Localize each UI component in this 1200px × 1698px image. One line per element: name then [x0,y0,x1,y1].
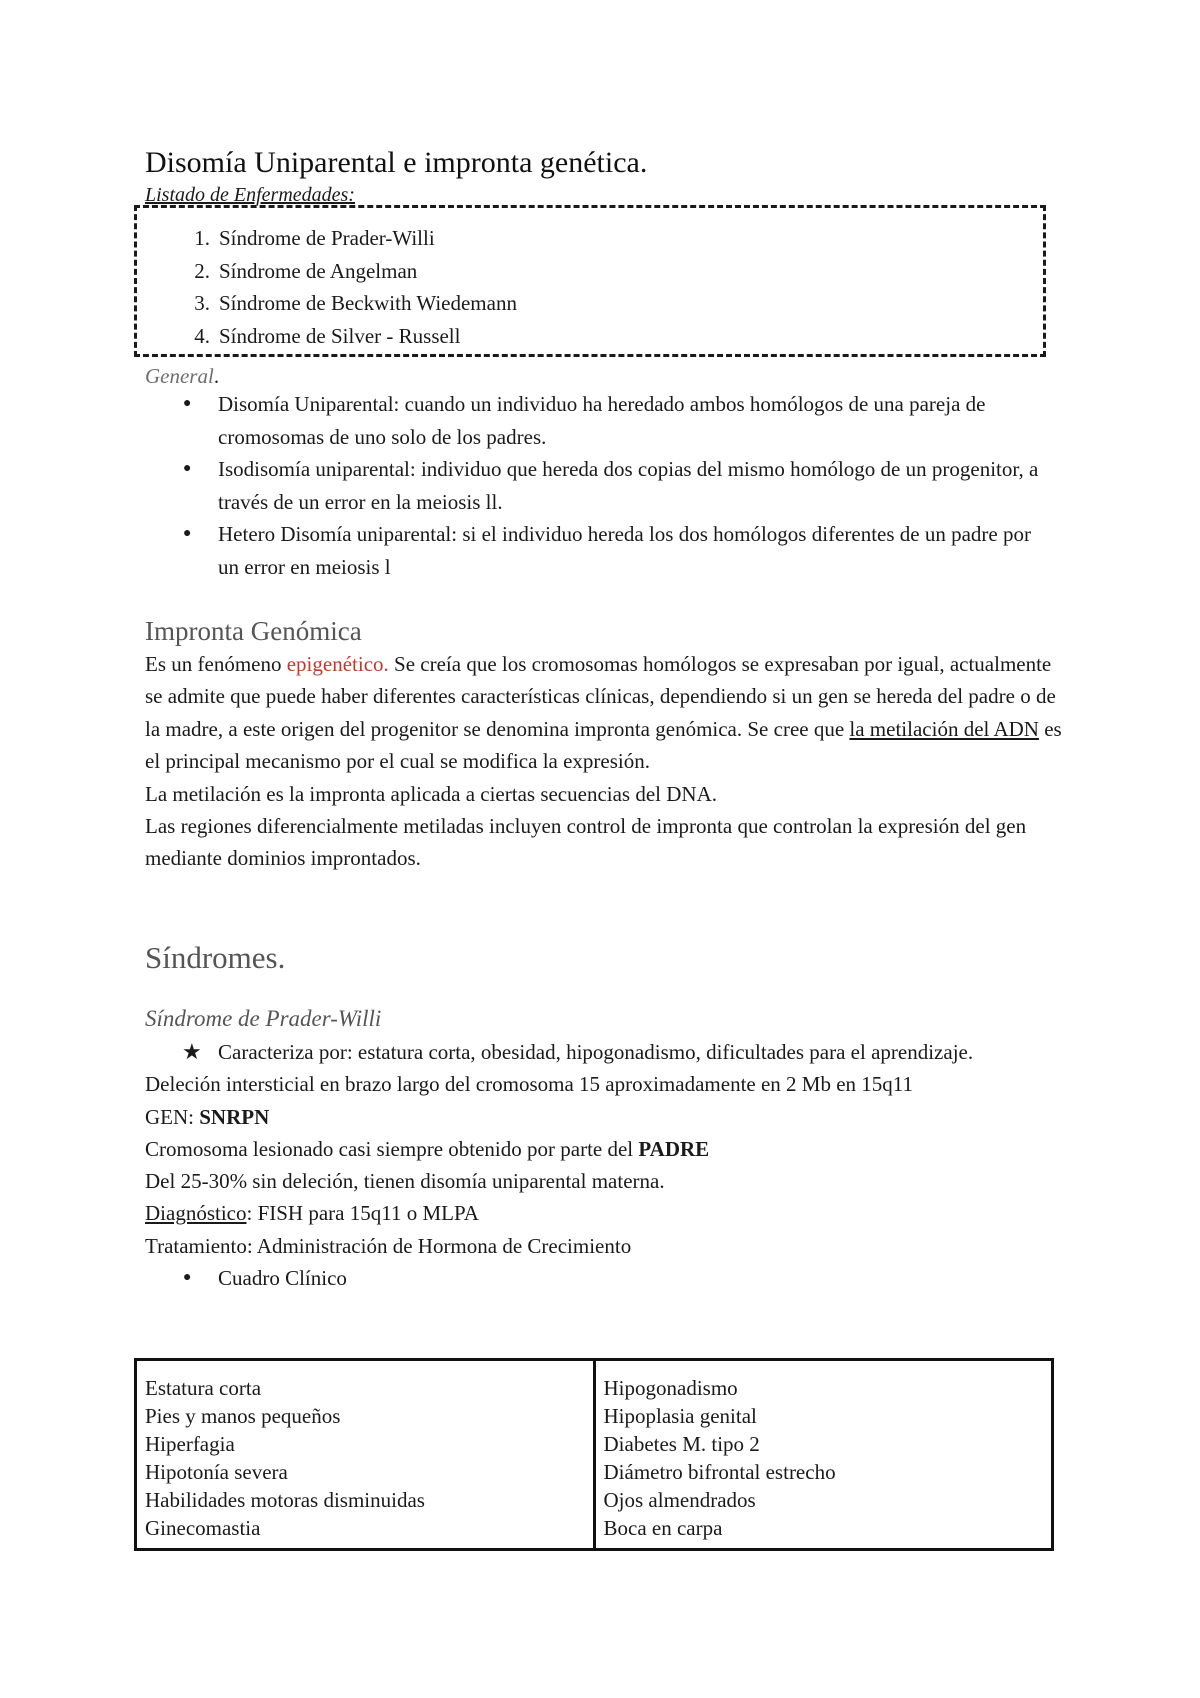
bullet-text: Hetero Disomía uniparental: si el individuo hereda los dos homólogos diferentes de un padre por un error en meiosis l [218,522,1031,579]
table-cell: Diabetes M. tipo 2 [603,1432,760,1456]
padre-bold: PADRE [638,1136,710,1161]
bullet-text: Isodisomía uniparental: individuo que hereda dos copias del mismo homólogo de un progenitor, a través de un error en la meiosis ll. [218,457,1039,514]
diagnosis-value: : FISH para 15q11 o MLPA [246,1201,479,1226]
impronta-heading: Impronta Genómica [145,616,362,646]
list-number: 1. [194,226,210,250]
general-heading [145,364,219,389]
table-cell: Ginecomastia [145,1516,261,1540]
diseases-list [137,222,517,352]
deletion-line: Deleción intersticial en brazo largo del cromosoma 15 aproximadamente en 2 Mb en 15q11 [145,1072,914,1097]
impronta-paragraph-2: La metilación es la impronta aplicada a ciertas secuencias del DNA. [145,781,718,806]
impronta-paragraph-3: Las regiones diferencialmente metiladas incluyen control de impronta que controlan la expresión del gen mediante dominios improntados. [145,814,1027,871]
list-item [137,287,517,320]
table-cell: Pies y manos pequeños [145,1404,341,1428]
table-cell: Hipoplasia genital [603,1404,757,1428]
bullet-item [145,518,1045,583]
diagnosis-label: Diagnóstico [145,1201,247,1226]
document-title: Disomía Uniparental e impronta genética. [145,146,648,179]
impronta-paragraph-1 [145,648,1065,778]
general-label: General [145,364,214,388]
disomy-line: Del 25-30% sin deleción, tienen disomía uniparental materna. [145,1169,665,1194]
list-item-label: Síndrome de Silver - Russell [219,323,461,348]
clinical-table-right-column [596,1361,1052,1548]
list-item-label: Síndrome de Beckwith Wiedemann [219,291,517,315]
list-number: 4. [194,323,210,348]
bullet-dot-icon: ● [183,396,192,411]
epigenetico-highlight: epigenético. [286,652,389,676]
bullet-dot-icon: ● [183,1270,192,1286]
treatment-line: Tratamiento: Administración de Hormona de Crecimiento [145,1233,632,1258]
metilacion-underline: la metilación del ADN [849,716,1039,741]
sindromes-heading: Síndromes. [145,940,286,975]
table-cell: Hipotonía severa [145,1460,288,1484]
text-run: es el principal mecanismo por el cual se modifica la expresión. [145,716,1062,774]
text-run: Cromosoma lesionado casi siempre obtenido por parte del [145,1136,639,1161]
clinical-table-left-column [137,1361,596,1548]
diagnosis-line [145,1197,1065,1229]
prader-willi-heading: Síndrome de Prader-Willi [145,1006,382,1031]
bullet-item [145,1262,1065,1294]
gen-label: GEN: [145,1104,200,1129]
chromosome-line [145,1133,1065,1165]
clinical-bullet-text: Cuadro Clínico [218,1266,347,1291]
bullet-item [145,388,1045,453]
gen-value: SNRPN [199,1104,270,1129]
table-cell: Diámetro bifrontal estrecho [603,1460,836,1484]
table-cell: Hipogonadismo [603,1376,738,1400]
star-icon: ★ [182,1039,202,1064]
table-cell: Ojos almendrados [603,1488,756,1512]
clinical-table [134,1358,1054,1551]
bullet-text: Disomía Uniparental: cuando un individuo ha heredado ambos homólogos de una pareja de cromosomas de uno solo de los padres. [218,392,986,449]
table-cell: Estatura corta [145,1376,262,1400]
bullet-dot-icon: ● [183,461,192,476]
diseases-list-caption: Listado de Enfermedades: [145,184,355,206]
general-period: . [213,364,220,388]
list-item-label: Síndrome de Prader-Willi [219,226,435,250]
list-number: 2. [194,258,210,283]
prader-willi-content [145,1036,1065,1294]
bullet-dot-icon: ● [183,526,192,541]
list-item-label: Síndrome de Angelman [219,258,418,283]
list-item [137,320,517,353]
star-bullet-item [145,1036,1065,1068]
star-bullet-text: Caracteriza por: estatura corta, obesidad, hipogonadismo, dificultades para el aprendizaje. [218,1040,974,1064]
general-bullets [145,388,1045,583]
text-run: Es un fenómeno [145,652,287,676]
impronta-text [145,648,1065,875]
bullet-item [145,453,1045,518]
table-cell: Boca en carpa [603,1516,723,1540]
table-cell: Hiperfagia [145,1432,235,1456]
table-cell: Habilidades motoras disminuidas [145,1488,425,1512]
list-item [137,255,517,288]
list-number: 3. [194,291,210,315]
list-item [137,222,517,255]
diseases-box [134,205,1046,357]
gen-line [145,1101,1065,1133]
text-run: Se creía que los cromosomas homólogos se expresaban por igual, actualmente se admite que puede haber diferentes características clínicas, dependiendo si un gen se hereda del padre o de la madre, a este origen del progenitor se denomina impronta genómica. Se cree que [145,652,1056,741]
